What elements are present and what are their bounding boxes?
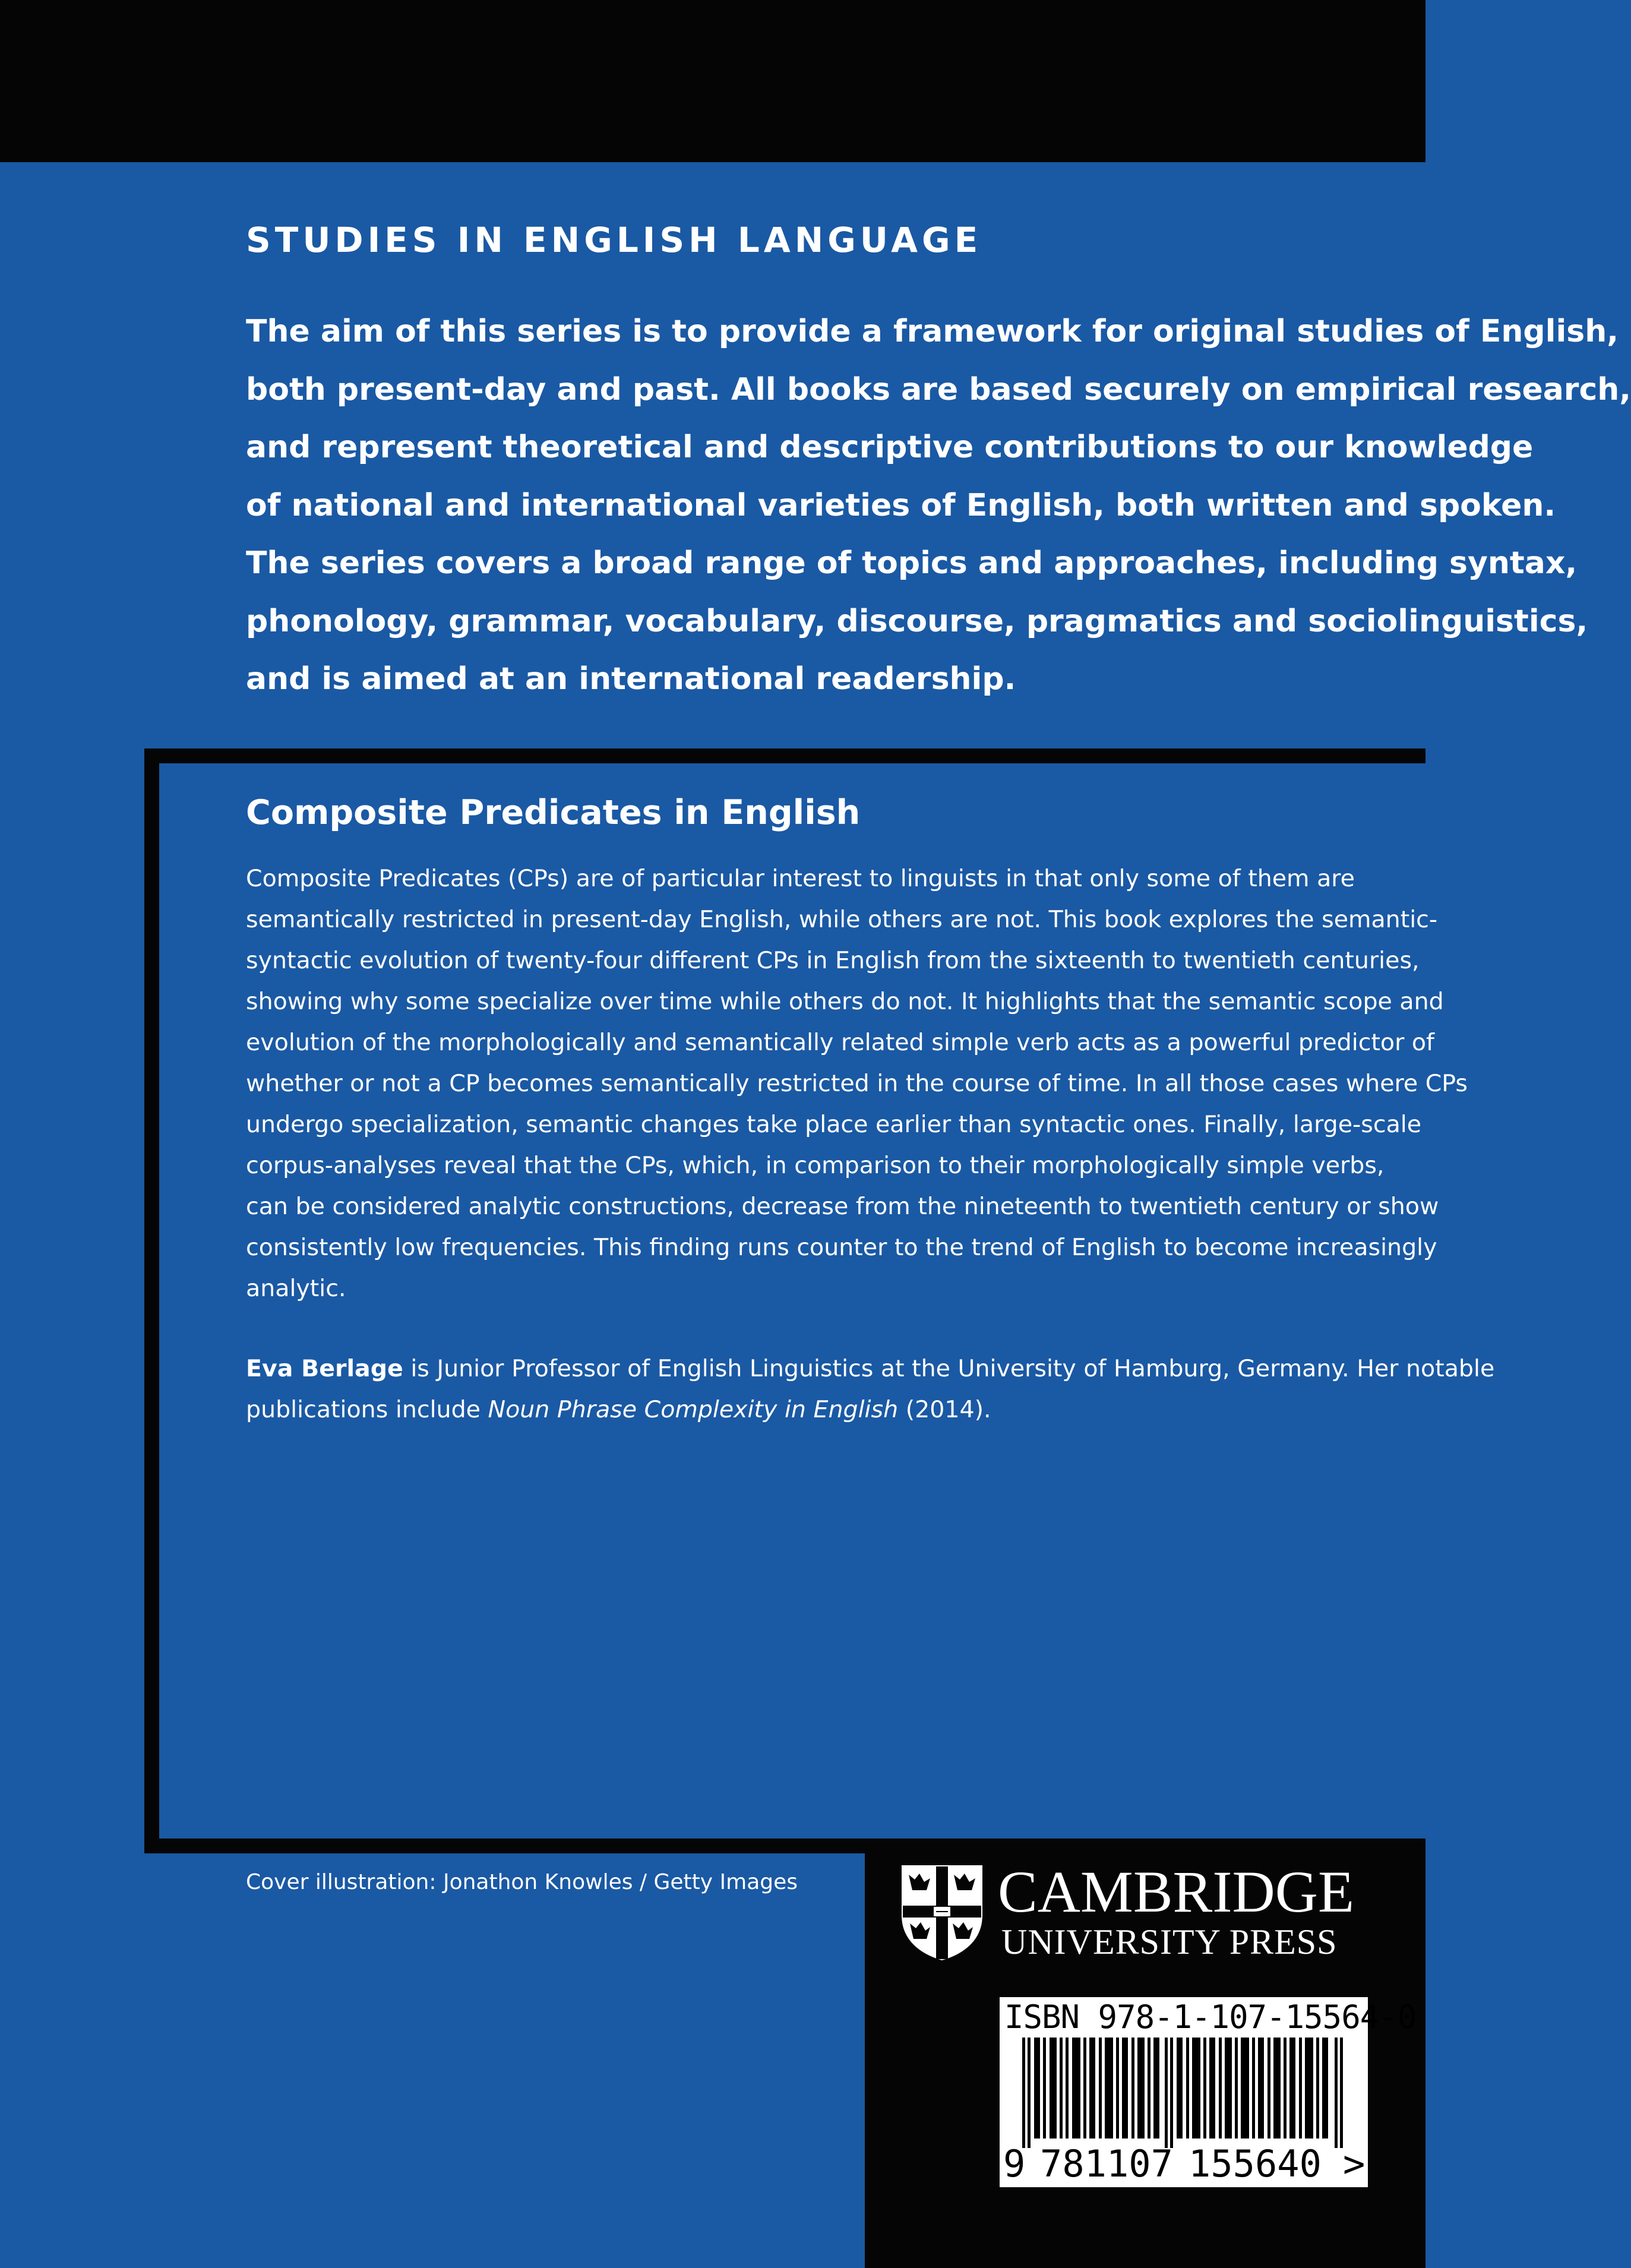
blurb-line: consistently low frequencies. This finding runs counter to the trend of English to become increasingly — [246, 1234, 1437, 1261]
series-description-line: The series covers a broad range of topics and approaches, including syntax, — [246, 545, 1578, 581]
publisher-subname: UNIVERSITY PRESS — [1001, 1922, 1338, 1961]
author-bio-text: (2014). — [898, 1396, 991, 1423]
author-name: Eva Berlage — [246, 1355, 403, 1382]
barcode-digit-first: 9 — [1003, 2142, 1026, 2185]
author-bio-line — [246, 1348, 1495, 1389]
barcode-digit-group: 781107 — [1040, 2142, 1173, 2185]
barcode-bars — [1022, 2038, 1343, 2148]
isbn-label: ISBN 978-1-107-15564-0 — [1004, 1998, 1417, 2036]
blurb-line: evolution of the morphologically and semantically related simple verb acts as a powerful predictor of — [246, 1029, 1434, 1056]
blurb-line: Composite Predicates (CPs) are of particular interest to linguists in that only some of them are — [246, 865, 1355, 892]
blurb-line: analytic. — [246, 1275, 346, 1302]
blurb-line: whether or not a CP becomes semantically restricted in the course of time. In all those cases where CPs — [246, 1070, 1468, 1097]
book-title: Composite Predicates in English — [246, 793, 861, 832]
author-bio-text: is Junior Professor of English Linguistics at the University of Hamburg, Germany. Her notable — [403, 1355, 1495, 1382]
blurb-line: syntactic evolution of twenty-four different CPs in English from the sixteenth to twentieth centuries, — [246, 947, 1420, 974]
series-description-line: The aim of this series is to provide a framework for original studies of English, — [246, 314, 1619, 349]
author-bio-text: publications include — [246, 1396, 488, 1423]
series-description-line: phonology, grammar, vocabulary, discourse, pragmatics and sociolinguistics, — [246, 603, 1588, 639]
series-description-line: and is aimed at an international readership. — [246, 661, 1016, 697]
blurb-line: showing why some specialize over time while others do not. It highlights that the semantic scope and — [246, 988, 1444, 1015]
author-bio-line — [246, 1389, 1398, 1430]
blurb-line: can be considered analytic constructions, decrease from the nineteenth to twentieth century or show — [246, 1193, 1439, 1220]
university-crest-icon — [900, 1864, 984, 1961]
barcode-digit-group: 155640 — [1189, 2142, 1322, 2185]
series-title: STUDIES IN ENGLISH LANGUAGE — [246, 220, 982, 260]
series-description — [246, 303, 1631, 709]
publisher-name: CAMBRIDGE — [998, 1859, 1355, 1925]
author-bio — [246, 1348, 1495, 1430]
blurb-line: semantically restricted in present-day English, while others are not. This book explores the semantic- — [246, 906, 1438, 933]
series-description-line: both present-day and past. All books are based securely on empirical research, — [246, 371, 1631, 408]
top-black-band — [0, 0, 1425, 162]
barcode-quiet-zone-marker: > — [1343, 2142, 1366, 2185]
cover-credit: Cover illustration: Jonathon Knowles / Getty Images — [246, 1870, 798, 1894]
blurb-line: undergo specialization, semantic changes take place earlier than syntactic ones. Finally, large-scale — [246, 1111, 1422, 1138]
series-description-line: and represent theoretical and descriptive contributions to our knowledge — [246, 429, 1534, 465]
book-blurb — [246, 858, 1468, 1309]
blurb-line: corpus-analyses reveal that the CPs, which, in comparison to their morphologically simple verbs, — [246, 1152, 1385, 1179]
isbn-barcode — [1000, 1997, 1417, 2187]
series-description-line: of national and international varieties of English, both written and spoken. — [246, 487, 1556, 523]
author-publication-title: Noun Phrase Complexity in English — [488, 1396, 899, 1423]
